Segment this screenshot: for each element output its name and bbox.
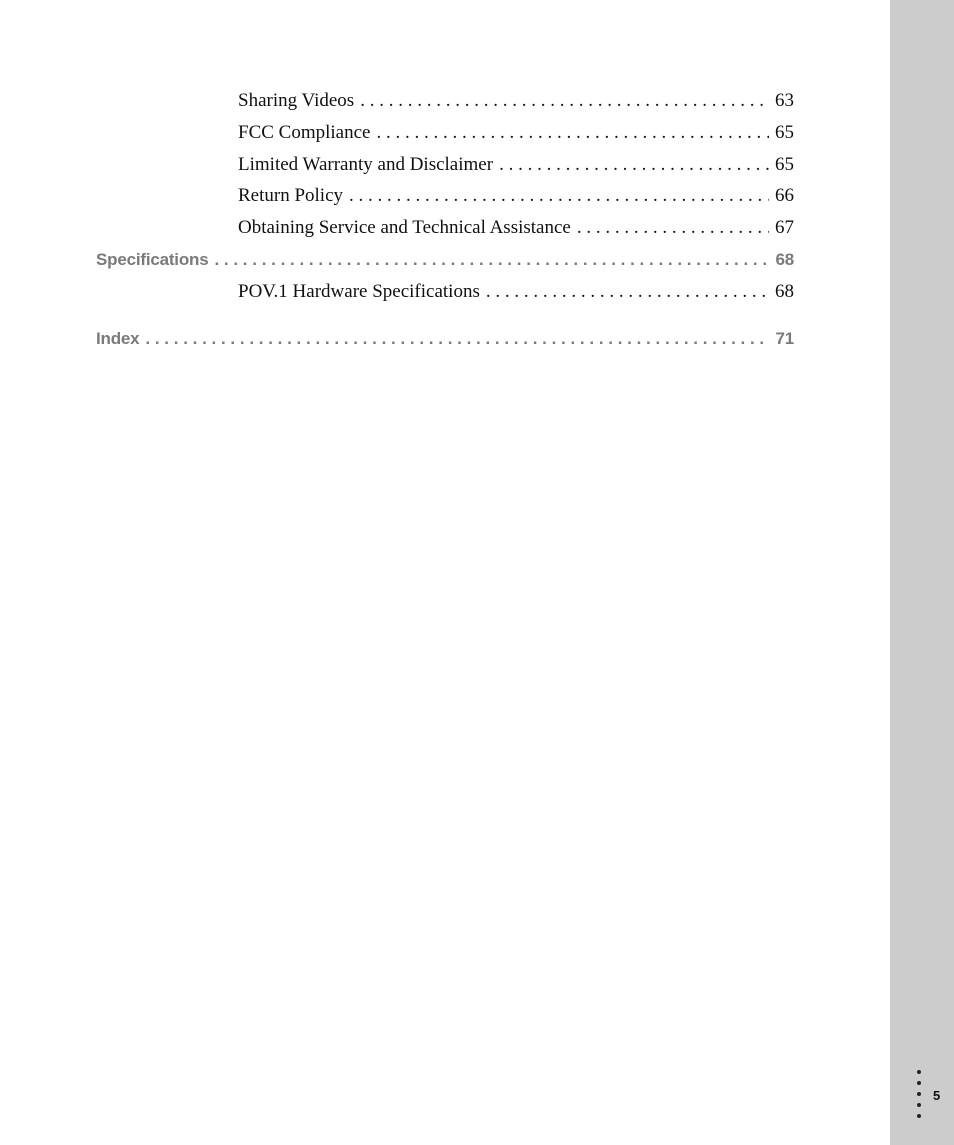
toc-dot-leader xyxy=(145,329,769,349)
toc-chapter-page: 68 xyxy=(775,250,794,269)
toc-entry-page: 66 xyxy=(775,185,794,206)
toc-entry-page: 68 xyxy=(775,281,794,302)
toc-entry-page: 67 xyxy=(775,217,794,238)
toc-chapter-page: 71 xyxy=(775,329,794,348)
toc-dot-leader xyxy=(376,122,769,144)
toc-entry-page: 65 xyxy=(775,122,794,143)
dot xyxy=(917,1070,921,1074)
toc-dot-leader xyxy=(360,90,769,112)
toc-entry-title: Return Policy xyxy=(238,185,344,206)
dot xyxy=(917,1092,921,1096)
toc-entry-title: Sharing Videos xyxy=(238,90,355,111)
toc-entry-title: Limited Warranty and Disclaimer xyxy=(238,154,494,175)
toc-entry-return-policy[interactable] xyxy=(238,185,794,207)
decorative-dots xyxy=(917,1070,923,1125)
dot xyxy=(917,1114,921,1118)
toc-chapter-title: Specifications xyxy=(96,250,209,269)
toc-dot-leader xyxy=(499,154,769,176)
toc-entry-fcc-compliance[interactable] xyxy=(238,122,794,144)
toc-entry-sharing-videos[interactable] xyxy=(238,90,794,112)
toc-chapter-title: Index xyxy=(96,329,140,348)
toc-dot-leader xyxy=(486,281,769,303)
dot xyxy=(917,1081,921,1085)
toc-entry-obtaining-service[interactable] xyxy=(238,217,794,239)
toc-dot-leader xyxy=(577,217,769,239)
toc-entry-hardware-specifications[interactable] xyxy=(238,281,794,303)
toc-entry-limited-warranty[interactable] xyxy=(238,154,794,176)
toc-entry-title: POV.1 Hardware Specifications xyxy=(238,281,480,302)
toc-dot-leader xyxy=(349,185,769,207)
toc-entry-page: 63 xyxy=(775,90,794,111)
toc-entry-title: Obtaining Service and Technical Assistance xyxy=(238,217,571,238)
dot xyxy=(917,1103,921,1107)
page-number: 5 xyxy=(933,1088,941,1103)
toc-dot-leader xyxy=(214,250,769,270)
side-margin-bar xyxy=(890,0,954,1145)
toc-entry-page: 65 xyxy=(775,154,794,175)
toc-chapter-index[interactable] xyxy=(96,329,794,349)
toc-chapter-specifications[interactable] xyxy=(96,250,794,270)
toc-entry-title: FCC Compliance xyxy=(238,122,371,143)
